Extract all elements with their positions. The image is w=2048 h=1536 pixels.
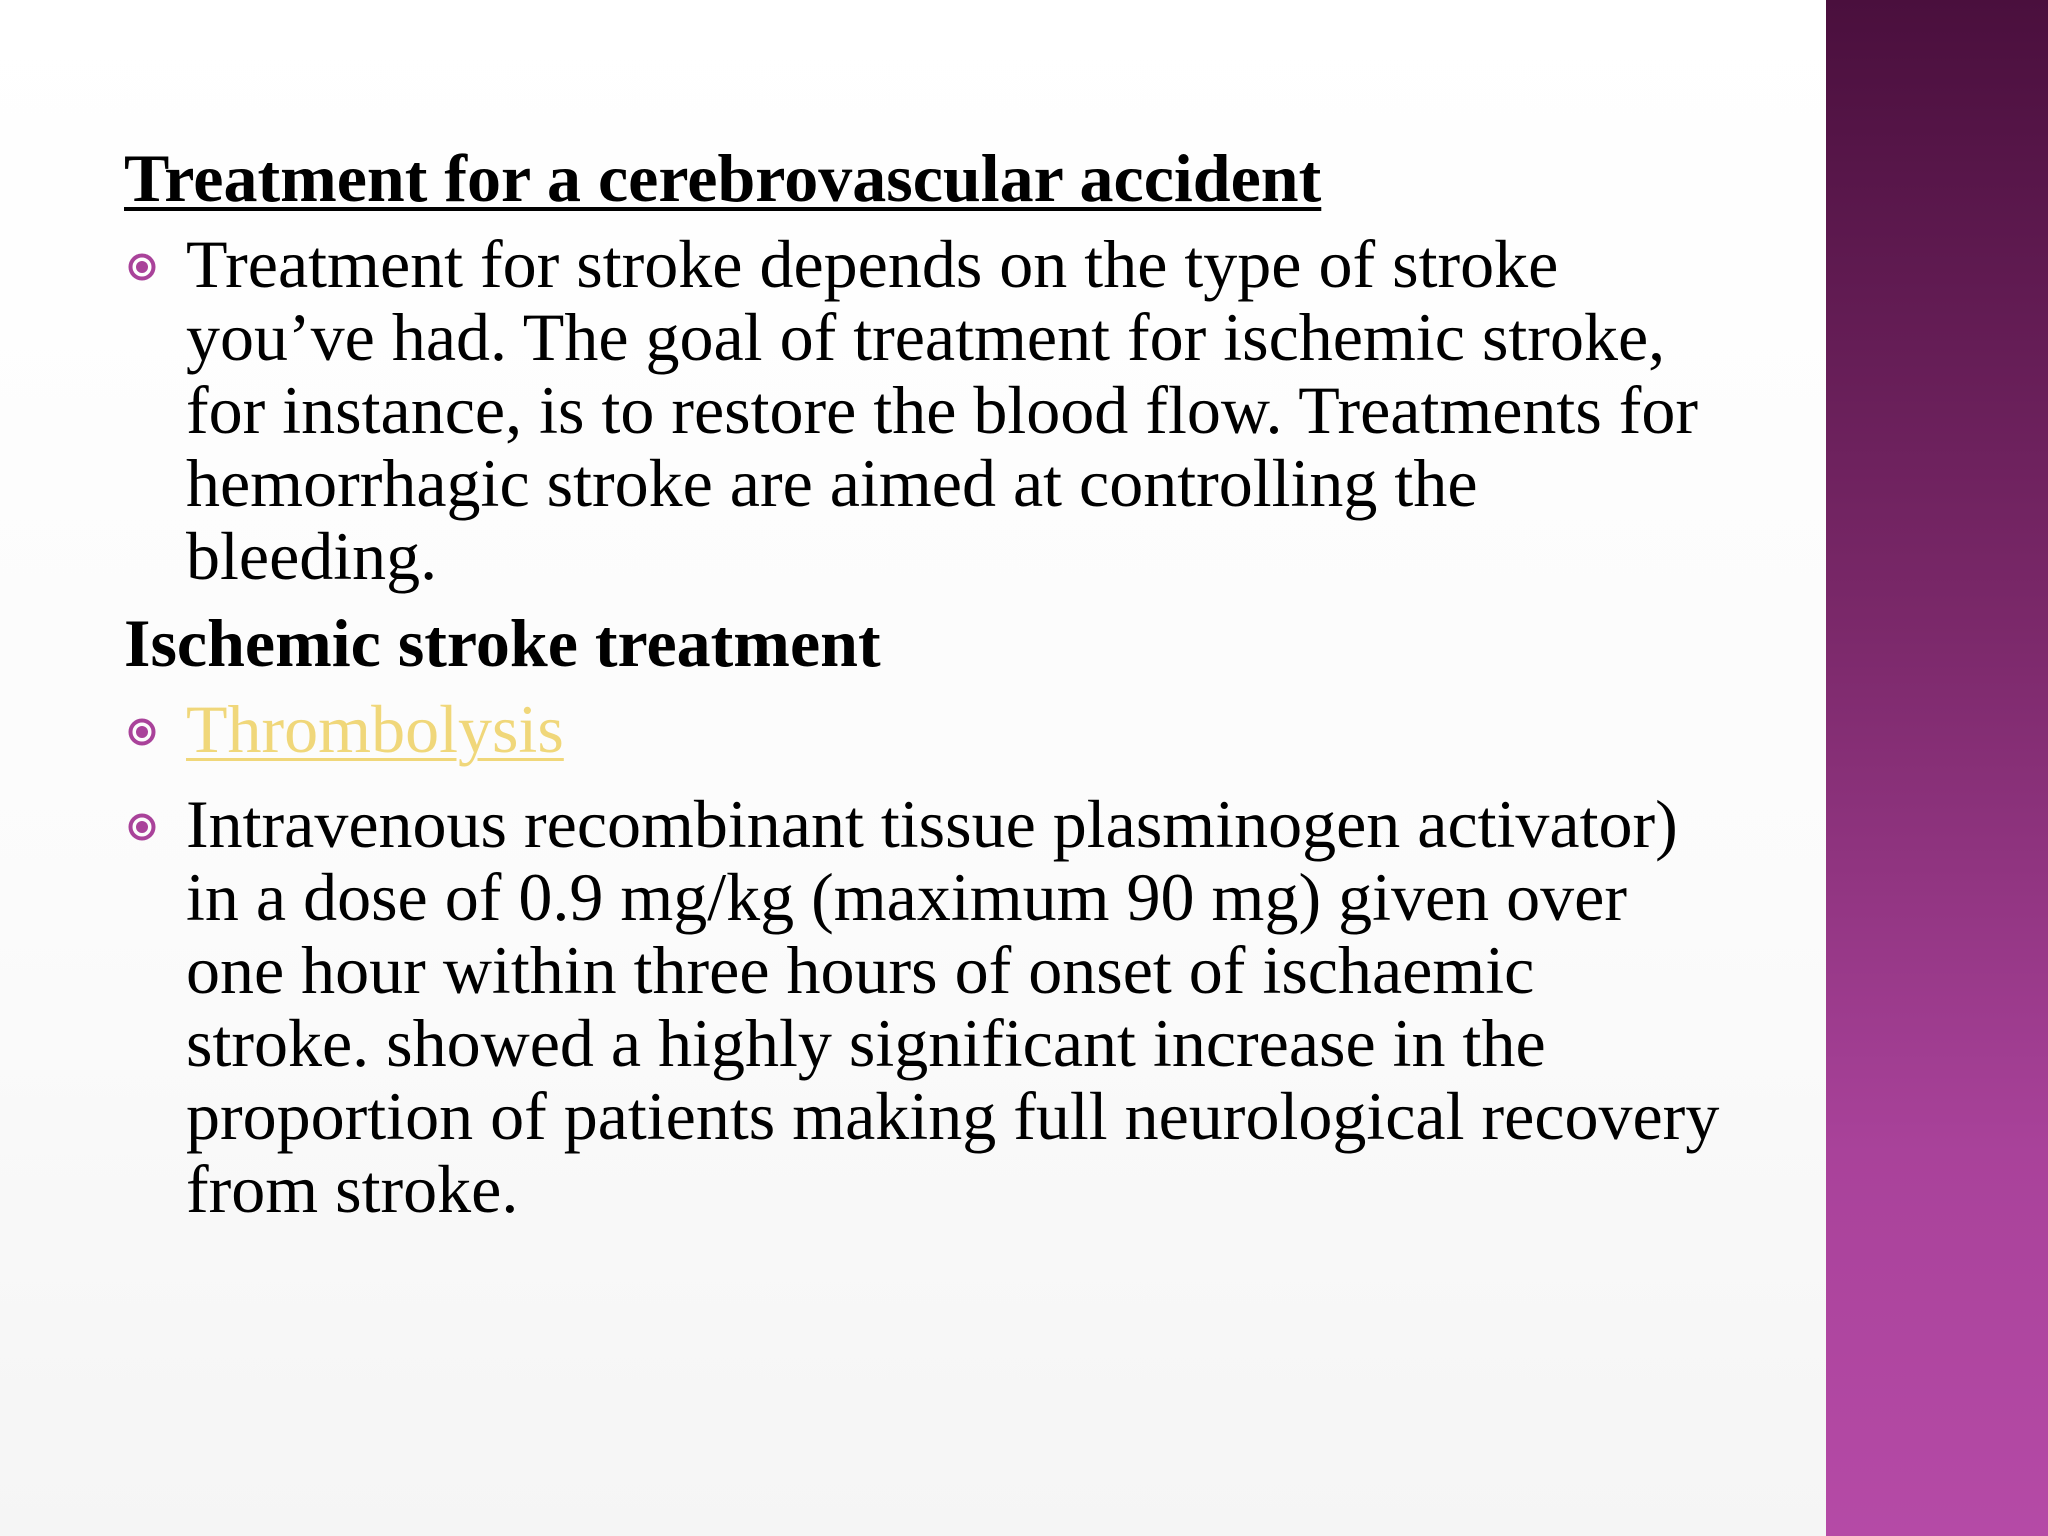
circled-dot-bullet-icon (128, 253, 156, 281)
bullet-line: you’ve had. The goal of treatment for ischemic stroke, (186, 299, 1666, 375)
heading-treatment: Treatment for a cerebrovascular accident (124, 140, 1322, 216)
heading-ischemic: Ischemic stroke treatment (124, 605, 881, 681)
bullet-line: stroke. showed a highly significant increase in the (186, 1005, 1546, 1081)
bullet-line: bleeding. (186, 518, 438, 594)
bullet-line: in a dose of 0.9 mg/kg (maximum 90 mg) given over (186, 859, 1627, 935)
circled-dot-bullet-icon (128, 718, 156, 746)
bullet-line: proportion of patients making full neurological recovery (186, 1078, 1720, 1154)
bullet-line: for instance, is to restore the blood flow. Treatments for (186, 372, 1699, 448)
bullet-line: Treatment for stroke depends on the type of stroke (186, 226, 1559, 302)
bullet-thrombolysis (124, 693, 1924, 766)
bullet-treatment-overview (124, 228, 1924, 593)
bullet-line: hemorrhagic stroke are aimed at controlling the (186, 445, 1478, 521)
circled-dot-bullet-icon (128, 813, 156, 841)
bullet-intravenous (124, 788, 1924, 1226)
thrombolysis-link[interactable]: Thrombolysis (186, 691, 564, 767)
bullet-line: from stroke. (186, 1151, 519, 1227)
slide-content (124, 140, 1924, 1226)
bullet-line: one hour within three hours of onset of ischaemic (186, 932, 1535, 1008)
bullet-line: Intravenous recombinant tissue plasminogen activator) (186, 786, 1678, 862)
